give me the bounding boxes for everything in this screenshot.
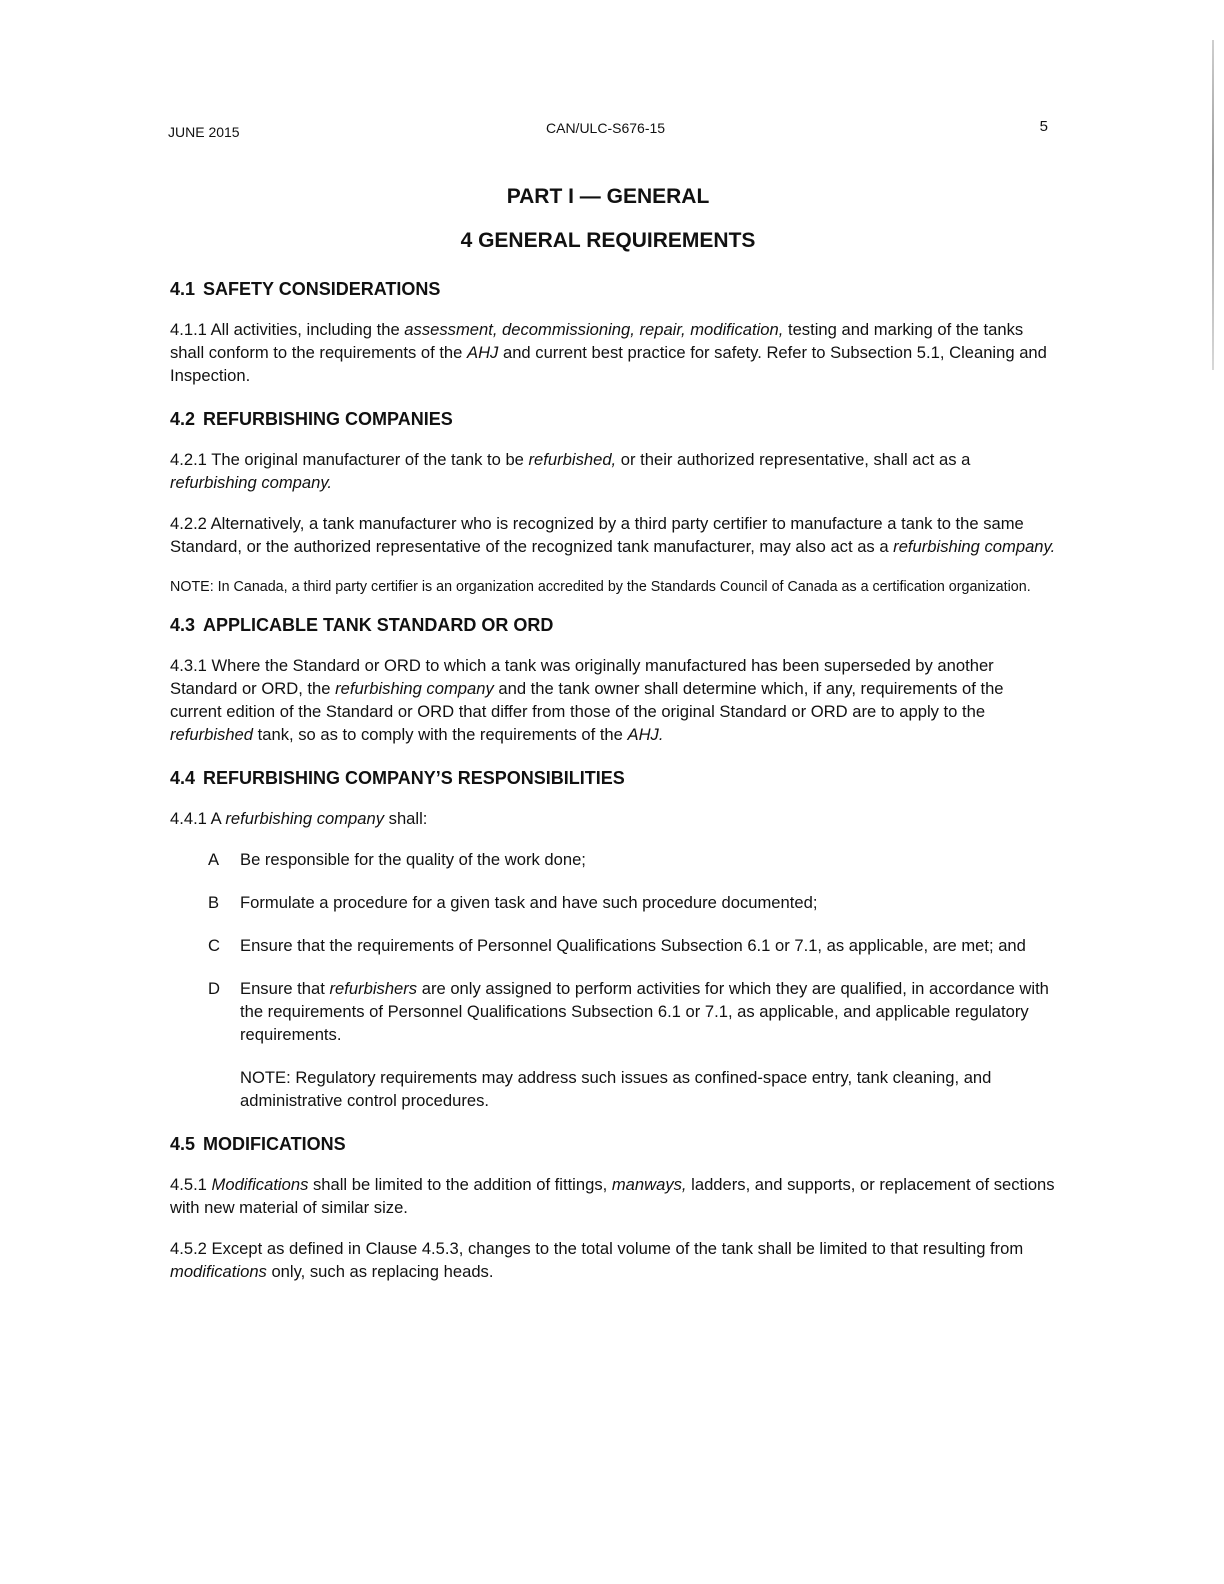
clause-4-5-2 xyxy=(170,1237,1056,1283)
list-letter: C xyxy=(208,936,220,955)
note-4-4: NOTE: Regulatory requirements may address such issues as confined-space entry, tank cleaning, and administrative control procedures. xyxy=(240,1068,992,1110)
text-run: shall be limited to the addition of fittings, xyxy=(308,1175,612,1194)
list-text xyxy=(240,977,1056,1046)
defined-term: AHJ. xyxy=(627,725,664,744)
defined-term: manways, xyxy=(611,1175,687,1194)
heading-text: MODIFICATIONS xyxy=(203,1134,346,1154)
heading-text: REFURBISHING COMPANY’S RESPONSIBILITIES xyxy=(203,768,625,788)
list-item xyxy=(208,977,1056,1046)
heading-text: SAFETY CONSIDERATIONS xyxy=(203,279,441,299)
text-run: 4.3.1 Where the Standard or ORD to which a tank was originally manufactured has been superseded by another Standard or ORD, the xyxy=(170,656,994,698)
page-number: 5 xyxy=(1039,118,1048,135)
text-run: Ensure that xyxy=(240,979,330,998)
list-item xyxy=(208,934,1056,957)
defined-term: assessment, decommissioning, repair, modification, xyxy=(404,320,784,339)
clause-4-2-1 xyxy=(170,448,1056,494)
list-item xyxy=(208,848,1056,871)
part-title: PART I — GENERAL xyxy=(506,185,710,208)
text-run: 4.5.2 Except as defined in Clause 4.5.3, changes to the total volume of the tank shall be limited to that resulting from xyxy=(170,1239,1024,1258)
clause-4-3-1 xyxy=(170,654,1056,746)
document-body xyxy=(170,279,1056,1301)
heading-number: 4.3 xyxy=(170,615,196,635)
heading-text: REFURBISHING COMPANIES xyxy=(203,409,453,429)
text-run: 4.2.1 The original manufacturer of the tank to be xyxy=(170,450,529,469)
text-run: and current best practice for safety. Refer to Subsection 5.1, Cleaning and Inspection. xyxy=(170,343,1047,385)
header-date: JUNE 2015 xyxy=(168,124,240,140)
defined-term: modifications xyxy=(170,1262,267,1281)
heading-4-1 xyxy=(170,279,1056,300)
section-title: 4 GENERAL REQUIREMENTS xyxy=(460,229,756,252)
list-text: Be responsible for the quality of the work done; xyxy=(240,850,586,869)
defined-term: AHJ xyxy=(467,343,499,362)
defined-term: refurbishing company xyxy=(225,809,385,828)
heading-number: 4.1 xyxy=(170,279,196,299)
text-run: 4.5.1 xyxy=(170,1175,212,1194)
text-run: only, such as replacing heads. xyxy=(266,1262,494,1281)
defined-term: refurbished xyxy=(170,725,254,744)
heading-4-5 xyxy=(170,1134,1056,1155)
header-standard: CAN/ULC-S676-15 xyxy=(546,120,666,136)
heading-text: APPLICABLE TANK STANDARD OR ORD xyxy=(203,615,554,635)
heading-4-2 xyxy=(170,409,1056,430)
heading-4-4 xyxy=(170,768,1056,789)
text-run: 4.4.1 A xyxy=(170,809,226,828)
text-run: are only assigned to perform activities for which they are qualified, in accordance with the requirements of Personnel Qualifications Subsection 6.1 or 7.1, as applicable, and applicable regulatory requirements. xyxy=(240,979,1049,1044)
text-run: tank, so as to comply with the requirements of the xyxy=(253,725,628,744)
defined-term: refurbishing company. xyxy=(170,473,333,492)
text-run: and the tank owner shall determine which, if any, requirements of the current edition of the Standard or ORD that differ from those of the original Standard or ORD are to apply to the xyxy=(170,679,1004,721)
list-letter: A xyxy=(208,850,220,869)
list-text: Ensure that the requirements of Personnel Qualifications Subsection 6.1 or 7.1, as applicable, are met; and xyxy=(240,936,1026,955)
heading-number: 4.4 xyxy=(170,768,196,788)
list-letter: D xyxy=(208,979,220,998)
clause-4-5-1 xyxy=(170,1173,1056,1219)
responsibilities-list xyxy=(208,848,1056,1046)
defined-term: refurbishing company xyxy=(335,679,494,698)
heading-number: 4.2 xyxy=(170,409,196,429)
defined-term: refurbishing company. xyxy=(893,537,1056,556)
clause-4-2-2 xyxy=(170,512,1056,558)
list-text: Formulate a procedure for a given task and have such procedure documented; xyxy=(240,893,818,912)
heading-number: 4.5 xyxy=(170,1134,196,1154)
list-item xyxy=(208,891,1056,914)
text-run: ladders, and supports, or replacement of sections with new material of similar size. xyxy=(170,1175,1055,1217)
text-run: testing and marking of the tanks shall conform to the requirements of the xyxy=(170,320,1024,362)
list-letter: B xyxy=(208,893,220,912)
text-run: or their authorized representative, shall act as a xyxy=(616,450,971,469)
note-4-2: NOTE: In Canada, a third party certifier is an organization accredited by the Standards Council of Canada as a certification organization. xyxy=(170,579,1031,595)
defined-term: refurbished, xyxy=(528,450,617,469)
clause-4-4-1 xyxy=(170,807,1056,830)
clause-4-1-1 xyxy=(170,318,1056,387)
page-header xyxy=(168,118,1048,138)
defined-term: Modifications xyxy=(211,1175,309,1194)
text-run: shall: xyxy=(384,809,428,828)
heading-4-3 xyxy=(170,615,1056,636)
defined-term: refurbishers xyxy=(329,979,418,998)
text-run: 4.1.1 All activities, including the xyxy=(170,320,405,339)
text-run: 4.2.2 Alternatively, a tank manufacturer who is recognized by a third party certifier to manufacture a tank to the same Standard, or the authorized representative of the recognized tank manufacturer, may also act as a xyxy=(170,514,1024,556)
